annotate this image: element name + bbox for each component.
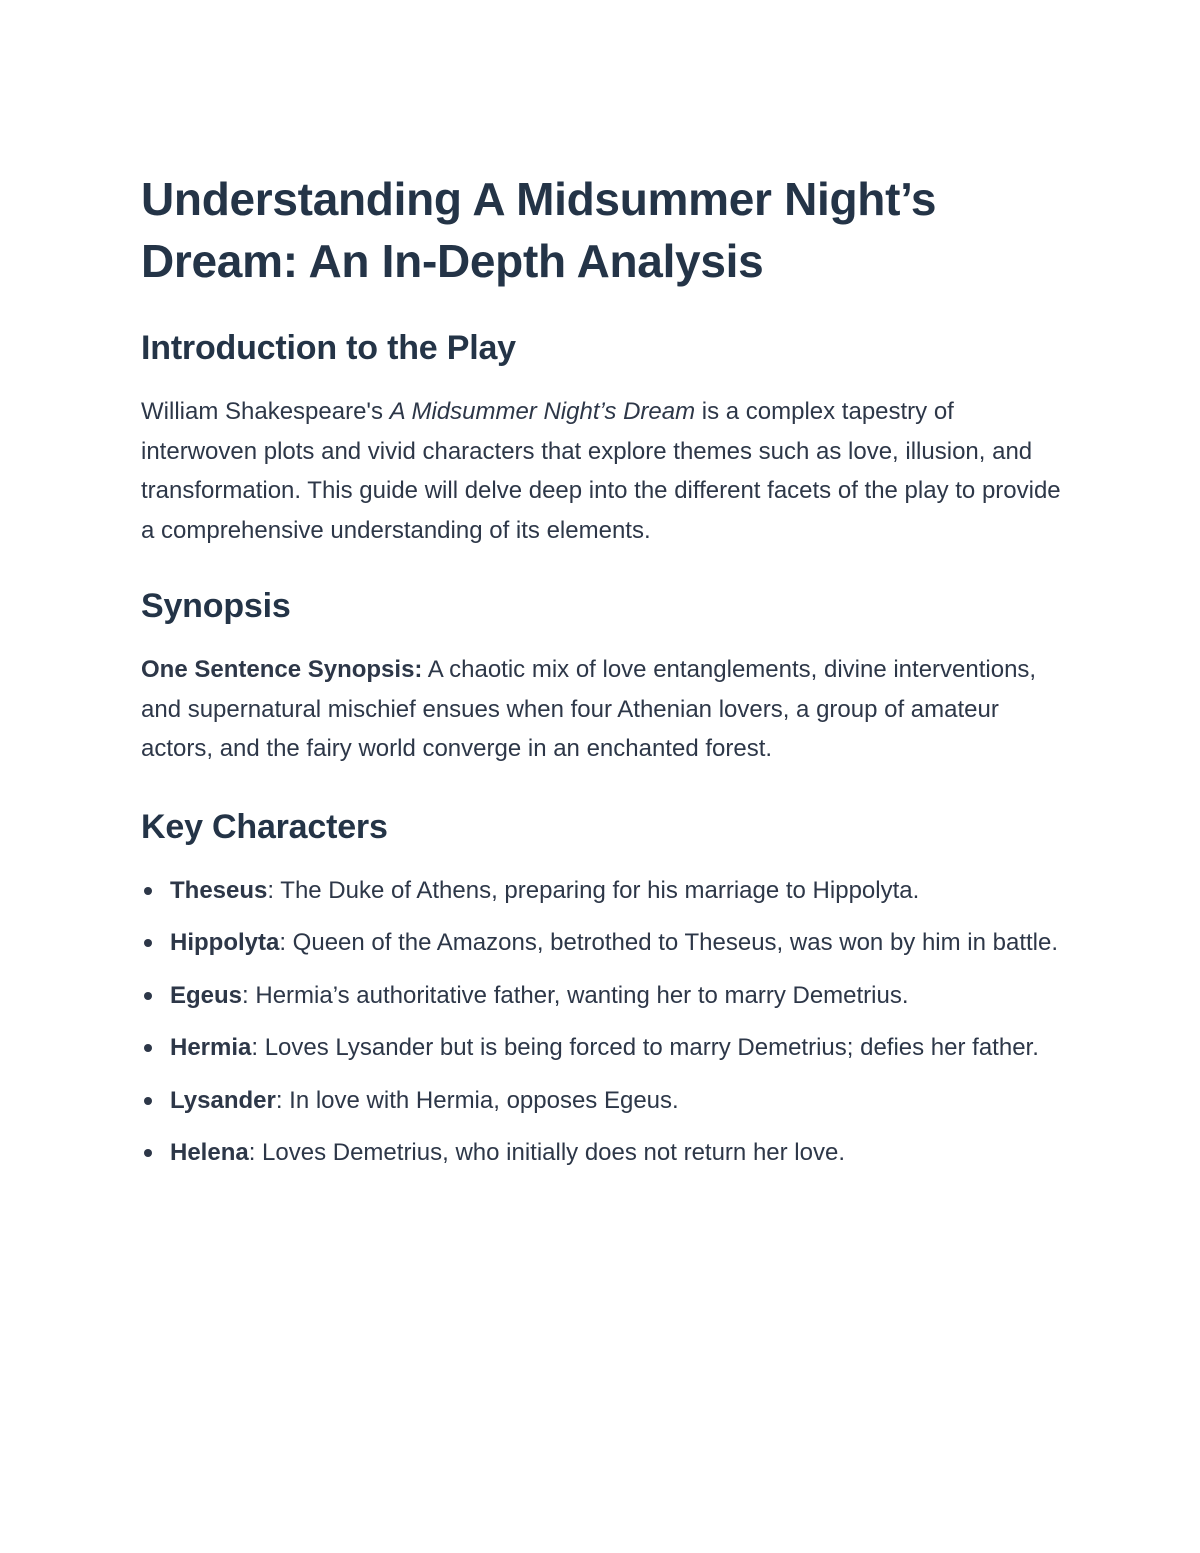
bullet-icon — [144, 887, 152, 895]
synopsis-text: A chaotic mix of love entanglements, divine interventions, and supernatural mischief ensues when four Athenian lovers, a group of amateur actors, and the fairy world converge in an enchanted forest. — [141, 656, 1037, 762]
synopsis-label: One Sentence Synopsis: — [141, 656, 423, 683]
document-title: Understanding A Midsummer Night’s Dream: An In-Depth Analysis — [141, 173, 937, 287]
list-item — [141, 923, 1071, 963]
synopsis-paragraph — [141, 650, 1071, 769]
character-name: Lysander — [170, 1086, 276, 1114]
intro-paragraph — [141, 392, 1071, 550]
list-item — [141, 1028, 1071, 1068]
characters-list — [141, 871, 1071, 1173]
intro-heading: Introduction to the Play — [141, 329, 516, 367]
play-title-italic: A Midsummer Night’s Dream — [389, 398, 696, 425]
character-desc: : In love with Hermia, opposes Egeus. — [275, 1086, 679, 1114]
bullet-icon — [144, 992, 152, 1000]
character-desc: : The Duke of Athens, preparing for his marriage to Hippolyta. — [267, 876, 920, 904]
character-name: Helena — [170, 1139, 249, 1166]
character-desc: : Loves Demetrius, who initially does not return her love. — [248, 1139, 845, 1166]
bullet-icon — [144, 1097, 152, 1105]
list-item — [141, 871, 1071, 911]
character-desc: : Hermia’s authoritative father, wanting her to marry Demetrius. — [242, 981, 909, 1009]
bullet-icon — [144, 939, 152, 947]
character-desc: : Queen of the Amazons, betrothed to Theseus, was won by him in battle. — [279, 929, 1059, 956]
character-name: Hermia — [170, 1034, 252, 1061]
synopsis-heading: Synopsis — [141, 587, 291, 625]
bullet-icon — [144, 1044, 152, 1052]
character-name: Theseus — [170, 876, 268, 904]
list-item — [141, 1081, 1071, 1121]
characters-heading: Key Characters — [141, 807, 388, 846]
intro-text-before: William Shakespeare's — [141, 398, 390, 425]
bullet-icon — [144, 1149, 152, 1157]
character-name: Egeus — [170, 981, 243, 1009]
document-page — [141, 168, 1071, 1186]
list-item — [141, 1133, 1071, 1173]
intro-text-after: is a complex tapestry of interwoven plots and vivid characters that explore themes such as love, illusion, and transformation. This guide will delve deep into the different facets of the play to provide a comprehensive understanding of its elements. — [141, 398, 1061, 544]
list-item — [141, 976, 1071, 1016]
character-name: Hippolyta — [170, 929, 280, 956]
character-desc: : Loves Lysander but is being forced to marry Demetrius; defies her father. — [251, 1034, 1039, 1061]
